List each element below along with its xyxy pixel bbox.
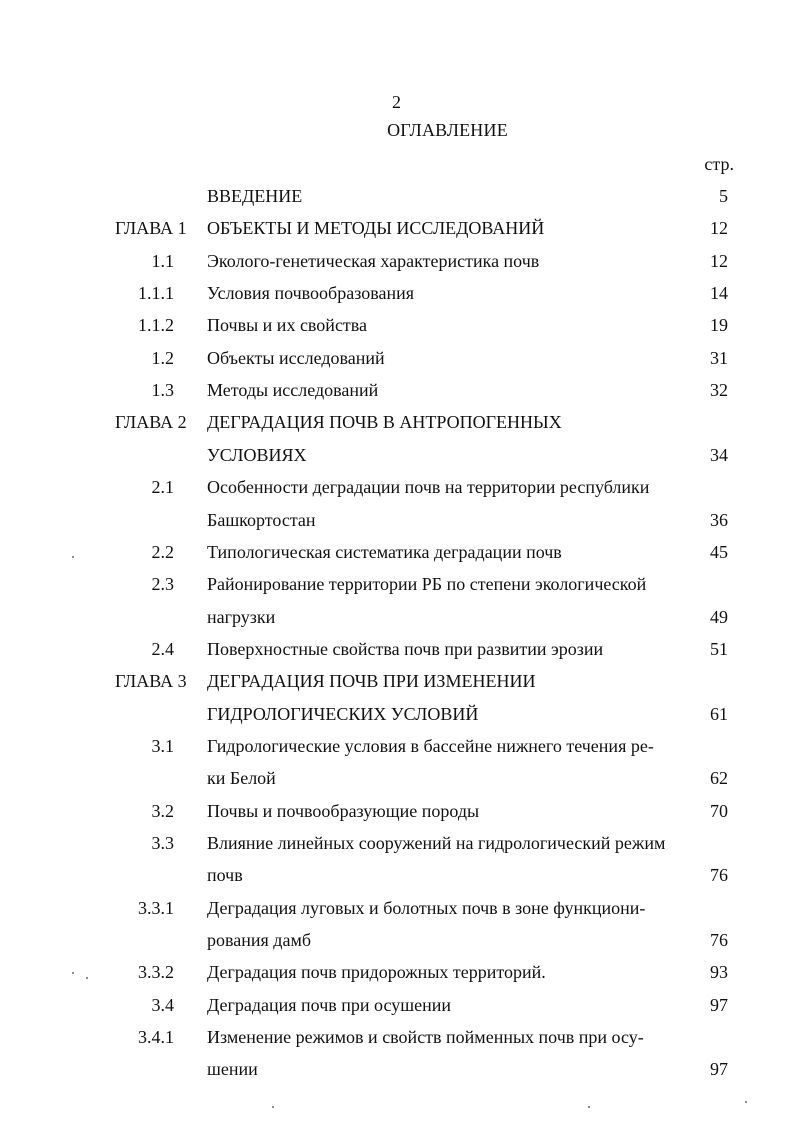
toc-entry-text: рования дамб [207, 930, 311, 951]
toc-line [0, 924, 793, 956]
scan-speck [86, 977, 88, 979]
toc-entry-text: Почвы и их свойства [207, 315, 368, 336]
scan-speck [72, 972, 74, 974]
toc-entry-text: ки Белой [207, 768, 276, 789]
toc-number: 3.4 [151, 994, 174, 1015]
toc-line [0, 309, 793, 341]
toc-entry-text: Типологическая систематика деградации почв [207, 541, 562, 562]
toc-entry-text: Изменение режимов и свойств пойменных почв при осу- [207, 1027, 644, 1048]
toc-line [0, 601, 793, 633]
toc-line [0, 180, 793, 212]
toc-entry-text: шении [207, 1059, 258, 1080]
toc-page-number: 76 [710, 865, 728, 886]
toc-line [0, 212, 793, 244]
toc-page-number: 61 [710, 703, 728, 724]
toc-entry-text: почв [207, 865, 243, 886]
toc-line [0, 406, 793, 438]
toc-number: 2.4 [151, 638, 174, 659]
toc-entry-text: Объекты исследований [207, 347, 385, 368]
toc-line [0, 859, 793, 891]
toc-number: 1.3 [151, 380, 174, 401]
toc-page-number: 76 [710, 930, 728, 951]
scan-speck [72, 556, 74, 558]
toc-entry-text: нагрузки [207, 606, 276, 627]
toc-entry-text: ГИДРОЛОГИЧЕСКИХ УСЛОВИЙ [207, 703, 479, 724]
scan-speck [272, 1106, 274, 1108]
toc-number: 3.2 [151, 800, 174, 821]
toc-number: 1.1.2 [138, 315, 174, 336]
toc-entry-text: Башкортостан [207, 509, 316, 530]
toc-line [0, 439, 793, 471]
toc-number: 2.1 [151, 477, 174, 498]
toc-entry-text: Влияние линейных сооружений на гидрологический режим [207, 833, 666, 853]
toc-entry-text: ВВЕДЕНИЕ [207, 186, 303, 206]
toc-number: 2.2 [151, 541, 174, 562]
toc-entry-text: Деградация почв придорожных территорий. [207, 962, 546, 983]
toc-line [0, 568, 793, 600]
scan-speck [745, 1101, 747, 1103]
toc-number: 1.1.1 [138, 283, 174, 304]
toc-page-number: 97 [710, 994, 728, 1015]
toc-entry-text: Деградация почв при осушении [207, 994, 451, 1015]
toc-line [0, 795, 793, 827]
toc-number: ГЛАВА 1 [115, 218, 187, 239]
toc-page-number: 12 [710, 250, 728, 271]
toc-line [0, 665, 793, 697]
toc-page-number: 32 [710, 380, 728, 401]
toc-entry-text: Особенности деградации почв на территории республики [207, 477, 650, 498]
toc-entry-text: ДЕГРАДАЦИЯ ПОЧВ ПРИ ИЗМЕНЕНИИ [207, 671, 536, 692]
toc-line [0, 277, 793, 309]
toc-entry-text: ОБЪЕКТЫ И МЕТОДЫ ИССЛЕДОВАНИЙ [207, 218, 545, 239]
toc-number: 1.1 [151, 250, 174, 271]
toc-number: 3.3.1 [138, 897, 174, 918]
toc-entry-text: Методы исследований [207, 380, 379, 401]
toc-entry-text: Эколого-генетическая характеристика почв [207, 250, 540, 271]
toc-entry-text: УСЛОВИЯХ [207, 444, 307, 465]
toc-number: 2.3 [151, 574, 174, 595]
toc-number: ГЛАВА 2 [115, 412, 187, 433]
toc-line [0, 1053, 793, 1085]
toc-number: 3.3.2 [138, 962, 174, 983]
toc-line [0, 827, 793, 859]
toc-entry-text: Поверхностные свойства почв при развитии эрозии [207, 638, 604, 659]
toc-page-number: 12 [710, 218, 728, 239]
toc-entry-text: Условия почвообразования [207, 283, 415, 304]
toc-line [0, 698, 793, 730]
toc-line [0, 245, 793, 277]
toc-line [0, 989, 793, 1021]
toc-page-number: 31 [710, 347, 728, 368]
toc-page-number: 14 [710, 283, 728, 304]
pages-column-label: стр. [704, 154, 734, 174]
toc-number: ГЛАВА 3 [115, 671, 187, 692]
toc-entry-text: Почвы и почвообразующие породы [207, 800, 480, 821]
toc-line [0, 1021, 793, 1053]
toc-page-number: 49 [710, 606, 728, 627]
toc-line [0, 762, 793, 794]
toc-entry-text: Районирование территории РБ по степени экологической [207, 574, 647, 595]
toc-page-number: 70 [710, 800, 728, 821]
toc-page-number: 5 [719, 186, 728, 206]
toc-line [0, 342, 793, 374]
toc-line [0, 633, 793, 665]
toc-entry-text: Деградация луговых и болотных почв в зоне функциони- [207, 897, 646, 918]
toc-entry-text: ДЕГРАДАЦИЯ ПОЧВ В АНТРОПОГЕННЫХ [207, 412, 562, 433]
toc-number: 3.1 [151, 735, 174, 756]
toc-page-number: 62 [710, 768, 728, 789]
toc-line [0, 730, 793, 762]
toc-line [0, 504, 793, 536]
toc-line [0, 892, 793, 924]
toc-entry-text: Гидрологические условия в бассейне нижнего течения ре- [207, 735, 654, 756]
toc-number: 3.3 [151, 833, 174, 853]
page-number: 2 [392, 92, 401, 112]
toc-number: 3.4.1 [138, 1027, 174, 1048]
scan-speck [588, 1106, 590, 1108]
toc-line [0, 374, 793, 406]
toc-line [0, 956, 793, 988]
toc-page-number: 19 [710, 315, 728, 336]
toc-page-number: 36 [710, 509, 728, 530]
toc-page-number: 93 [710, 962, 728, 983]
toc-number: 1.2 [151, 347, 174, 368]
toc-line [0, 471, 793, 503]
toc-page-number: 51 [710, 638, 728, 659]
toc-page-number: 34 [710, 444, 728, 465]
page-title: ОГЛАВЛЕНИЕ [387, 120, 508, 140]
toc-page-number: 97 [710, 1059, 728, 1080]
toc-line [0, 536, 793, 568]
toc-page-number: 45 [710, 541, 728, 562]
